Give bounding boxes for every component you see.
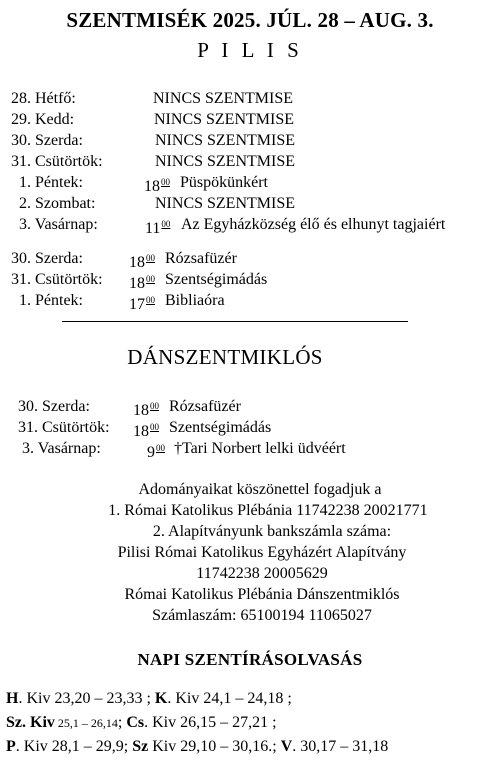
readings-line-3 (6, 736, 388, 757)
schedule-text: Püspökünkért (180, 174, 268, 191)
schedule-row (0, 438, 500, 459)
schedule-hour: 18 (144, 178, 160, 195)
reading-day: Cs (126, 714, 145, 731)
devotion-text: Bibliaóra (165, 292, 225, 309)
schedule-text: Rózsafüzér (169, 398, 241, 415)
readings-line-1 (6, 688, 292, 709)
devotion-text: Rózsafüzér (165, 250, 237, 267)
donations-parish-name: Római Katolikus Plébánia Dánszentmiklós (124, 586, 400, 603)
schedule-minute: 00 (150, 401, 159, 411)
devotion-day: 30. Szerda: (11, 250, 83, 267)
reading-day: K (154, 690, 168, 707)
schedule-day: 1. Péntek: (19, 174, 83, 191)
schedule-day: 30. Szerda: (18, 398, 90, 415)
schedule-minute: 00 (150, 422, 159, 432)
schedule-row (0, 172, 500, 193)
reading-ref: . 30,17 – 31,18 (292, 738, 389, 755)
schedule-row (0, 396, 500, 417)
schedule-row (0, 214, 500, 235)
devotion-minute: 00 (146, 253, 155, 263)
devotion-row (0, 290, 500, 311)
devotion-row (0, 269, 500, 290)
devotion-text: Szentségimádás (165, 271, 268, 288)
readings-line-2 (6, 712, 277, 734)
devotion-minute: 00 (146, 295, 155, 305)
schedule-text: NINCS SZENTMISE (154, 111, 295, 128)
donations-parish-account: Számlaszám: 65100194 11065027 (152, 607, 372, 624)
schedule-hour: 9 (147, 444, 155, 461)
reading-ref: 25,1 – 26,14 (54, 716, 118, 730)
reading-ref: . Kiv 24,1 – 24,18 ; (167, 690, 292, 707)
schedule-day: 31. Csütörtök: (11, 153, 103, 170)
schedule-minute: 00 (156, 443, 165, 453)
schedule-day: 31. Csütörtök: (18, 419, 110, 436)
reading-ref: Kiv 29,10 – 30,16.; (148, 738, 281, 755)
schedule-row (0, 88, 500, 109)
schedule-minute: 00 (161, 219, 171, 229)
schedule-hour: 18 (133, 423, 149, 440)
readings-heading: NAPI SZENTÍRÁSOLVASÁS (137, 650, 363, 669)
schedule-text: NINCS SZENTMISE (153, 90, 294, 107)
location-heading: P I L I S (197, 38, 303, 62)
schedule-text: NINCS SZENTMISE (155, 153, 296, 170)
schedule-row (0, 417, 500, 438)
reading-ref: . Kiv 28,1 – 29,9; (15, 738, 133, 755)
schedule-day: 3. Vasárnap: (22, 440, 101, 457)
schedule-text: NINCS SZENTMISE (155, 195, 296, 212)
reading-day: V (280, 738, 293, 755)
donations-foundation-name: Pilisi Római Katolikus Egyházért Alapítvány (117, 544, 407, 561)
devotion-day: 1. Péntek: (19, 292, 83, 309)
reading-day: Sz (132, 738, 149, 755)
devotion-time (129, 290, 155, 315)
donations-foundation-account: 11742238 20005629 (196, 565, 328, 582)
reading-ref: . Kiv 26,15 – 27,21 ; (144, 714, 277, 731)
schedule-text: †Tari Norbert lelki üdvéért (174, 440, 346, 457)
reading-day: Sz. Kiv (6, 714, 55, 731)
devotion-day: 31. Csütörtök: (11, 271, 103, 288)
schedule-day: 2. Szombat: (19, 195, 96, 212)
reading-sep: ; (117, 714, 127, 731)
donations-account-1: 1. Római Katolikus Plébánia 11742238 20021771 (108, 502, 428, 519)
reading-day: P (6, 738, 16, 755)
schedule-row (0, 109, 500, 130)
schedule-text: NINCS SZENTMISE (155, 132, 296, 149)
schedule-minute: 00 (161, 177, 170, 187)
schedule-day: 28. Hétfő: (11, 90, 76, 107)
schedule-time (147, 438, 165, 463)
devotion-hour: 17 (129, 296, 145, 313)
devotion-minute: 00 (146, 274, 155, 284)
reading-day: H (6, 690, 19, 707)
devotion-hour: 18 (129, 275, 145, 292)
devotion-row (0, 248, 500, 269)
donations-foundation-label: 2. Alapítványunk bankszámla száma: (152, 523, 392, 540)
schedule-row (0, 151, 500, 172)
donations-intro: Adományaikat köszönettel fogadjuk a (138, 481, 382, 498)
schedule-time (145, 214, 170, 239)
schedule-text: Szentségimádás (169, 419, 272, 436)
schedule-day: 29. Kedd: (11, 111, 75, 128)
schedule-day: 30. Szerda: (11, 132, 83, 149)
schedule-hour: 18 (133, 402, 149, 419)
section-divider (62, 321, 408, 322)
schedule-row (0, 193, 500, 214)
schedule-day: 3. Vasárnap: (19, 216, 98, 233)
schedule-hour: 11 (145, 220, 161, 237)
schedule-text: Az Egyházközség élő és elhunyt tagjaiért (181, 216, 446, 233)
devotion-hour: 18 (129, 254, 145, 271)
reading-ref: . Kiv 23,20 – 23,33 ; (18, 690, 155, 707)
page-title: SZENTMISÉK 2025. JÚL. 28 – AUG. 3. (66, 8, 434, 32)
schedule-row (0, 130, 500, 151)
section-heading: DÁNSZENTMIKLÓS (127, 345, 323, 369)
